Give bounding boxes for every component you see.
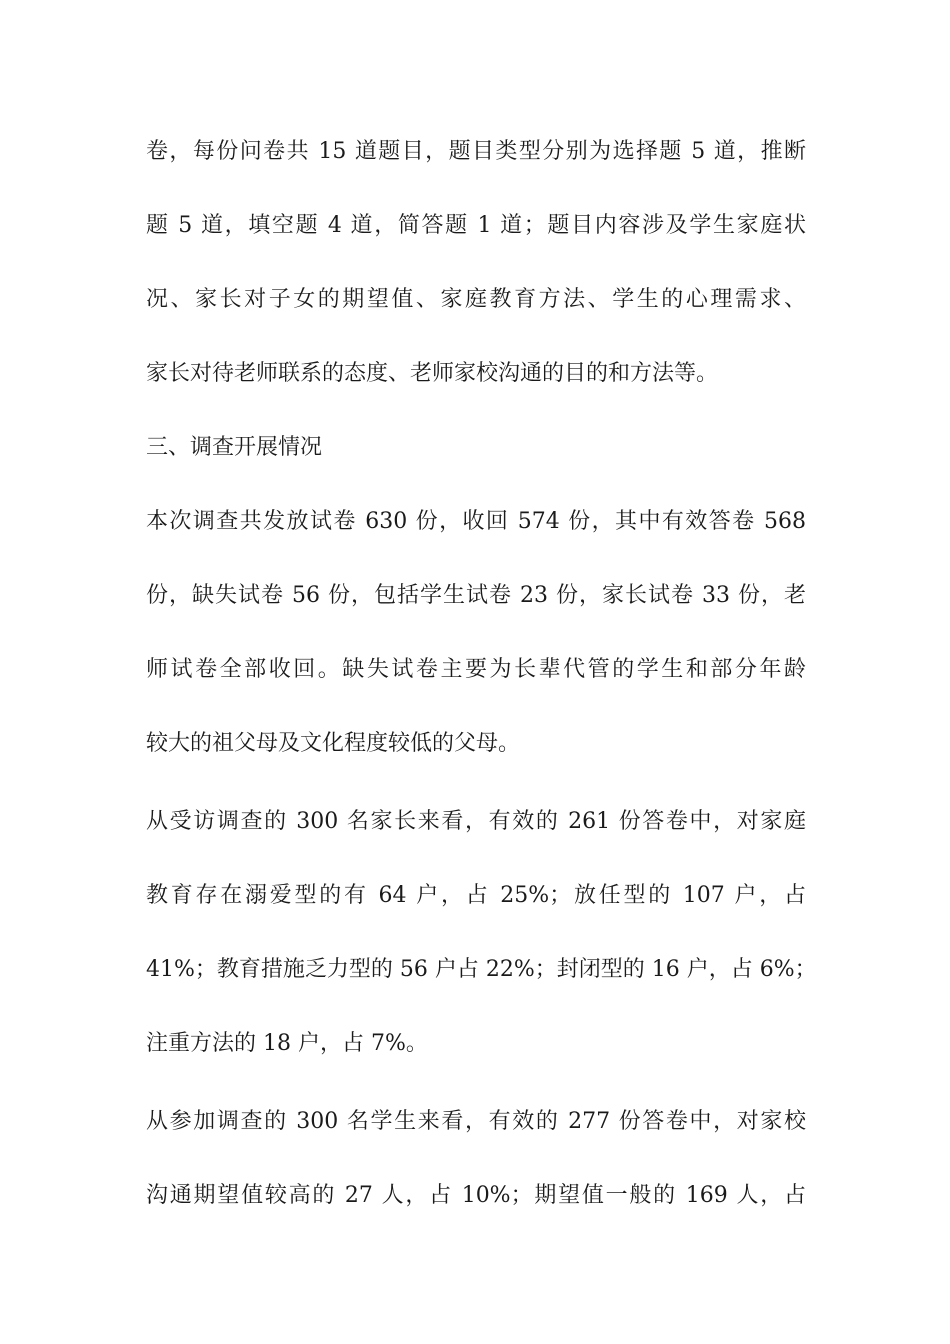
paragraph-line: 注重方法的 18 户，占 7%。 bbox=[146, 1031, 428, 1056]
paragraph-line: 从受访调查的 300 名家长来看，有效的 261 份答卷中，对家庭 bbox=[146, 809, 806, 834]
paragraph-line: 教育存在溺爱型的有 64 户，占 25%；放任型的 107 户，占 bbox=[146, 883, 806, 908]
paragraph-line: 从参加调查的 300 名学生来看，有效的 277 份答卷中，对家校 bbox=[146, 1109, 806, 1134]
paragraph-line: 题 5 道，填空题 4 道，简答题 1 道；题目内容涉及学生家庭状 bbox=[146, 213, 806, 238]
paragraph-line: 本次调查共发放试卷 630 份，收回 574 份，其中有效答卷 568 bbox=[146, 509, 806, 534]
paragraph-line: 41%；教育措施乏力型的 56 户占 22%；封闭型的 16 户，占 6%； bbox=[146, 957, 817, 982]
paragraph-line: 份，缺失试卷 56 份，包括学生试卷 23 份，家长试卷 33 份，老 bbox=[146, 583, 806, 608]
paragraph-line: 家长对待老师联系的态度、老师家校沟通的目的和方法等。 bbox=[146, 361, 719, 386]
paragraph-line: 况、家长对子女的期望值、家庭教育方法、学生的心理需求、 bbox=[146, 287, 806, 312]
paragraph-line: 师试卷全部收回。缺失试卷主要为长辈代管的学生和部分年龄 bbox=[146, 657, 806, 682]
paragraph-line: 沟通期望值较高的 27 人，占 10%；期望值一般的 169 人，占 bbox=[146, 1183, 806, 1208]
paragraph-line: 卷，每份问卷共 15 道题目，题目类型分别为选择题 5 道，推断 bbox=[146, 139, 806, 164]
paragraph-line: 较大的祖父母及文化程度较低的父母。 bbox=[146, 731, 521, 756]
section-heading: 三、调查开展情况 bbox=[146, 435, 323, 460]
